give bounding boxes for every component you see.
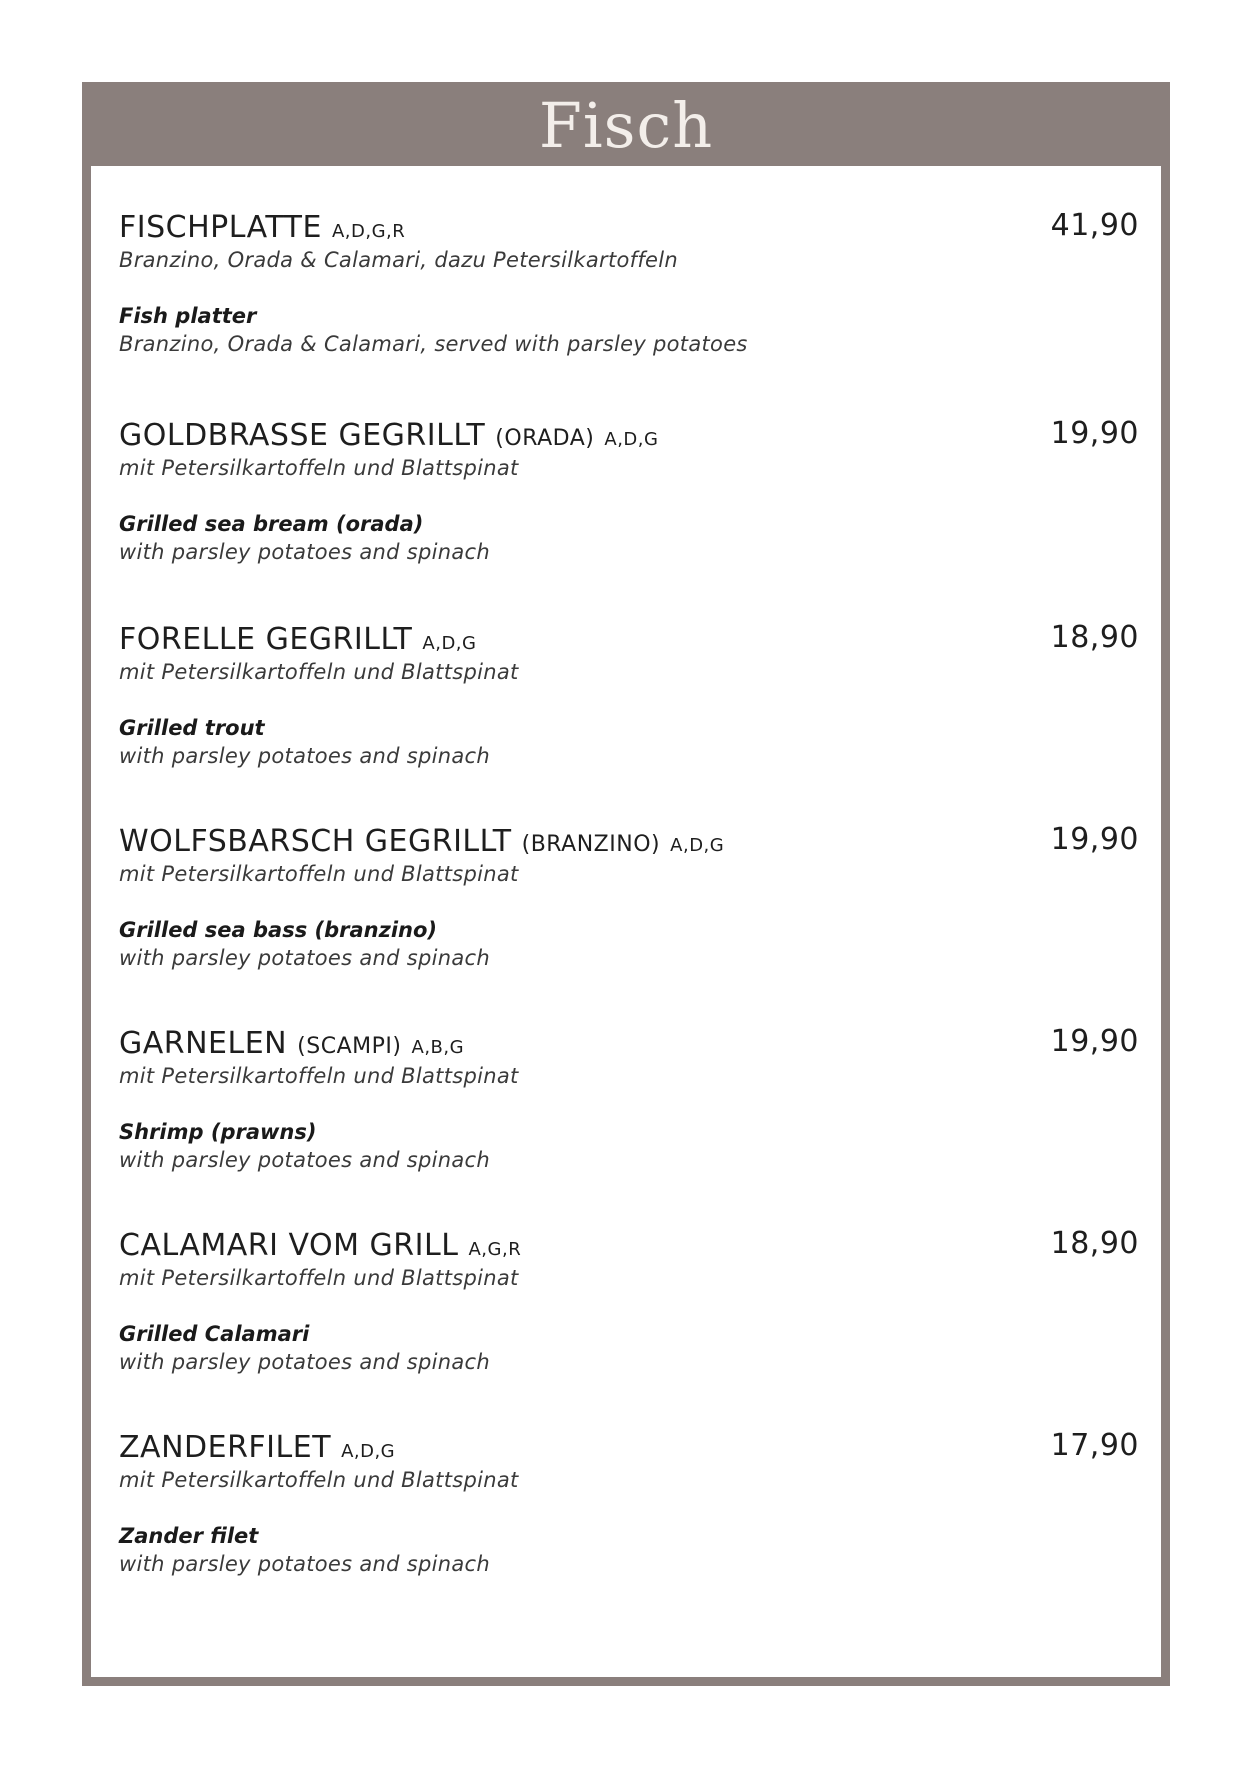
item-price: 19,90	[1050, 1024, 1139, 1059]
item-title	[119, 824, 724, 864]
item-title	[119, 210, 405, 250]
item-title	[119, 418, 658, 458]
item-allergens: A,D,G	[670, 835, 725, 856]
item-description-en: Branzino, Orada & Calamari, served with parsley potatoes	[119, 332, 748, 356]
item-name-en: Grilled sea bream (orada)	[119, 512, 424, 536]
item-description-en: with parsley potatoes and spinach	[119, 540, 490, 564]
menu-frame	[82, 82, 1170, 1686]
item-description-en: with parsley potatoes and spinach	[119, 1350, 490, 1374]
item-note: (SCAMPI)	[297, 1034, 402, 1059]
item-name-en: Grilled Calamari	[119, 1322, 310, 1346]
item-title	[119, 1228, 521, 1268]
item-name: FORELLE GEGRILLT	[119, 622, 413, 657]
item-title	[119, 1026, 464, 1066]
item-allergens: A,D,G	[604, 429, 659, 450]
item-name-en: Shrimp (prawns)	[119, 1120, 317, 1144]
item-name: ZANDERFILET	[119, 1430, 332, 1465]
item-description-en: with parsley potatoes and spinach	[119, 1552, 490, 1576]
item-allergens: A,G,R	[468, 1239, 522, 1260]
item-name: CALAMARI VOM GRILL	[119, 1228, 459, 1263]
item-name: FISCHPLATTE	[119, 210, 322, 245]
item-allergens: A,D,G,R	[331, 221, 406, 242]
item-description-de: Branzino, Orada & Calamari, dazu Petersilkartoffeln	[119, 248, 679, 272]
item-description-en: with parsley potatoes and spinach	[119, 946, 490, 970]
item-price: 17,90	[1050, 1428, 1139, 1463]
item-allergens: A,D,G	[341, 1441, 396, 1462]
item-title	[119, 622, 476, 662]
item-description-de: mit Petersilkartoffeln und Blattspinat	[119, 1468, 519, 1492]
item-note: (BRANZINO)	[521, 832, 661, 857]
page-title: Fisch	[538, 89, 714, 162]
item-title	[119, 1430, 395, 1470]
item-name-en: Grilled sea bass (branzino)	[119, 918, 438, 942]
item-description-de: mit Petersilkartoffeln und Blattspinat	[119, 456, 519, 480]
item-description-en: with parsley potatoes and spinach	[119, 744, 490, 768]
menu-header	[82, 82, 1170, 166]
item-price: 19,90	[1050, 416, 1139, 451]
item-description-de: mit Petersilkartoffeln und Blattspinat	[119, 1064, 519, 1088]
item-allergens: A,B,G	[411, 1037, 465, 1058]
item-name: GOLDBRASSE GEGRILLT	[119, 418, 486, 453]
item-description-de: mit Petersilkartoffeln und Blattspinat	[119, 660, 519, 684]
item-price: 18,90	[1050, 1226, 1139, 1261]
item-description-en: with parsley potatoes and spinach	[119, 1148, 490, 1172]
item-price: 41,90	[1050, 208, 1139, 243]
item-name-en: Fish platter	[119, 304, 257, 328]
item-note: (ORADA)	[495, 426, 595, 451]
menu-content	[91, 166, 1161, 1677]
item-description-de: mit Petersilkartoffeln und Blattspinat	[119, 1266, 519, 1290]
item-price: 19,90	[1050, 822, 1139, 857]
item-name: GARNELEN	[119, 1026, 288, 1061]
item-description-de: mit Petersilkartoffeln und Blattspinat	[119, 862, 519, 886]
item-allergens: A,D,G	[422, 633, 477, 654]
item-name: WOLFSBARSCH GEGRILLT	[119, 824, 512, 859]
item-name-en: Grilled trout	[119, 716, 265, 740]
item-price: 18,90	[1050, 620, 1139, 655]
item-name-en: Zander filet	[119, 1524, 259, 1548]
